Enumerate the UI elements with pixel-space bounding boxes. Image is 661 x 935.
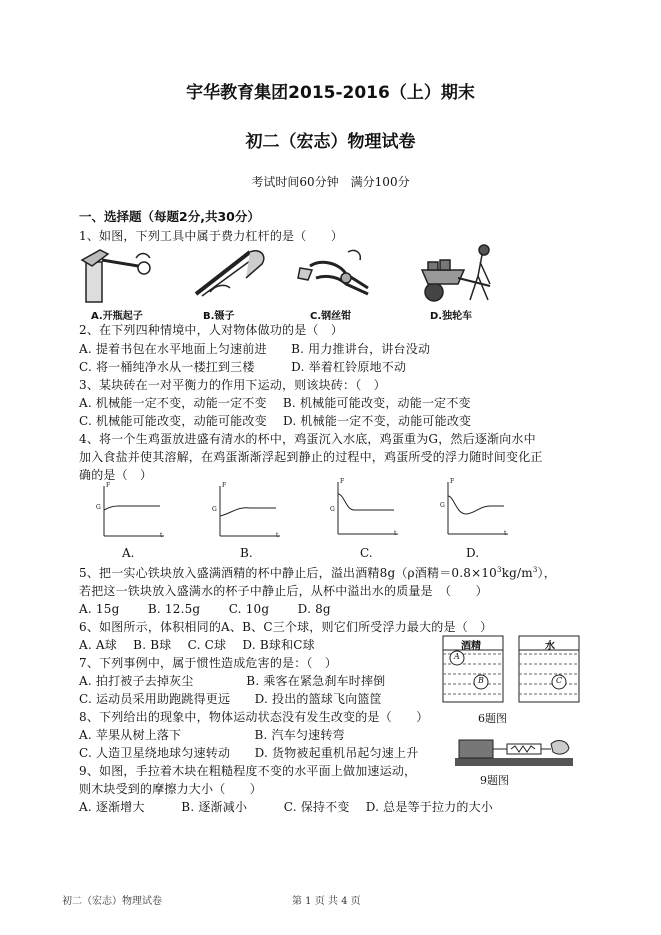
q1-caption-b: B.镊子 bbox=[203, 311, 235, 322]
q6-figure-caption: 6题图 bbox=[478, 712, 507, 725]
q8-options-cd: C. 人造卫星绕地球匀速转动 D. 货物被起重机吊起匀速上升 bbox=[79, 746, 419, 760]
q4-stem-line1: 4、将一个生鸡蛋放进盛有清水的杯中，鸡蛋沉入水底，鸡蛋重为G，然后逐渐向水中 bbox=[79, 432, 536, 446]
wheelbarrow-icon bbox=[422, 245, 490, 301]
q6-figure bbox=[441, 634, 581, 724]
q5-options: A. 15g B. 12.5g C. 10g D. 8g bbox=[79, 602, 331, 616]
q3-options-ab: A. 机械能一定不变，动能一定不变 B. 机械能可能改变，动能一定不变 bbox=[79, 396, 471, 410]
q5-stem-line2: 若把这一铁块放入盛满水的杯子中静止后，从杯中溢出水的质量是 （ ） bbox=[79, 584, 488, 598]
graph-b-plot bbox=[212, 484, 282, 539]
ball-a-label: A bbox=[454, 652, 460, 661]
ball-b-label: B bbox=[478, 676, 484, 685]
q7-options-ab: A. 拍打被子去掉灰尘 B. 乘客在紧急刹车时摔倒 bbox=[79, 674, 386, 688]
q9-figure bbox=[455, 734, 575, 768]
q4-label-a: A. bbox=[122, 546, 135, 560]
q4-stem-line2: 加入食盐并使其溶解，在鸡蛋渐渐浮起到静止的过程中，鸡蛋所受的浮力随时间变化正 bbox=[79, 450, 543, 464]
spring-scale-icon bbox=[507, 744, 541, 754]
q3-stem: 3、某块砖在一对平衡力的作用下运动，则该块砖：（ ） bbox=[79, 378, 386, 392]
q7-options-cd: C. 运动员采用助跑跳得更远 D. 投出的篮球飞向篮筐 bbox=[79, 692, 382, 706]
q9-options: A. 逐渐增大 B. 逐渐减小 C. 保持不变 D. 总是等于拉力的大小 bbox=[79, 800, 493, 814]
q9-figure-caption: 9题图 bbox=[480, 774, 509, 787]
q1-stem: 1、如图，下列工具中属于费力杠杆的是（ ） bbox=[79, 229, 344, 243]
footer-page-number: 第 1 页 共 4 页 bbox=[292, 896, 361, 907]
q8-options-ab: A. 苹果从树上落下 B. 汽车匀速转弯 bbox=[79, 728, 345, 742]
q4-graph-c: F G t bbox=[330, 480, 400, 542]
section-heading: 一、选择题（每题2分,共30分） bbox=[79, 209, 260, 224]
exam-info: 考试时间60分钟 满分100分 bbox=[251, 175, 410, 189]
q8-stem: 8、下列给出的现象中，物体运动状态没有发生改变的是（ ） bbox=[79, 710, 429, 724]
q9-stem-line1: 9、如图，手拉着木块在粗糙程度不变的水平面上做加速运动， bbox=[79, 764, 417, 778]
wire-pliers-icon bbox=[298, 250, 368, 294]
q4-stem-line3: 确的是（ ） bbox=[79, 468, 153, 482]
q4-graph-a: F G t bbox=[96, 484, 166, 543]
q4-label-d: D. bbox=[466, 546, 480, 560]
beaker-label-water: 水 bbox=[545, 641, 555, 652]
q3-options-cd: C. 机械能可能改变，动能可能改变 D. 机械能一定不变，动能可能改变 bbox=[79, 414, 472, 428]
exam-title: 宇华教育集团2015-2016（上）期末 bbox=[186, 83, 475, 103]
q7-stem: 7、下列事例中，属于惯性造成危害的是：（ ） bbox=[79, 656, 338, 670]
tweezers-icon bbox=[196, 251, 264, 296]
q1-caption-a: A.开瓶起子 bbox=[91, 311, 143, 322]
beaker-label-alcohol: 酒精 bbox=[461, 641, 481, 652]
q4-label-b: B. bbox=[240, 546, 253, 560]
q5-stem-line1: 5、把一实心铁块放入盛满酒精的杯中静止后，溢出酒精8g（ρ酒精$=0.8\times 10^3kg/m^3$）， bbox=[79, 566, 556, 580]
q1-tools-illustration bbox=[78, 244, 508, 306]
q9-stem-line2: 则木块受到的摩擦力大小（ ） bbox=[79, 782, 263, 796]
q6-stem: 6、如图所示，体积相同的A、B、C三个球，则它们所受浮力最大的是（ ） bbox=[79, 620, 493, 634]
q1-caption-d: D.独轮车 bbox=[430, 311, 473, 322]
q4-graph-b: F G t bbox=[212, 484, 282, 543]
footer-title: 初二（宏志）物理试卷 bbox=[62, 896, 162, 907]
bottle-opener-icon bbox=[82, 250, 150, 302]
graph-d-plot bbox=[440, 480, 510, 538]
hand-icon bbox=[551, 741, 569, 755]
ball-c-label: C bbox=[556, 676, 563, 685]
q4-label-c: C. bbox=[360, 546, 373, 560]
q2-stem: 2、在下列四种情境中，人对物体做功的是（ ） bbox=[79, 323, 344, 337]
exam-subtitle: 初二（宏志）物理试卷 bbox=[245, 132, 416, 152]
q6-options: A. A球 B. B球 C. C球 D. B球和C球 bbox=[79, 638, 315, 652]
q2-options-ab: A. 提着书包在水平地面上匀速前进 B. 用力推讲台，讲台没动 bbox=[79, 342, 431, 356]
graph-a-plot bbox=[96, 484, 166, 539]
graph-c-plot bbox=[330, 480, 400, 538]
q1-caption-c: C.钢丝钳 bbox=[310, 311, 352, 322]
q2-options-cd: C. 将一桶纯净水从一楼扛到三楼 D. 举着杠铃原地不动 bbox=[79, 360, 407, 374]
q4-graph-d: F G t bbox=[440, 480, 510, 542]
